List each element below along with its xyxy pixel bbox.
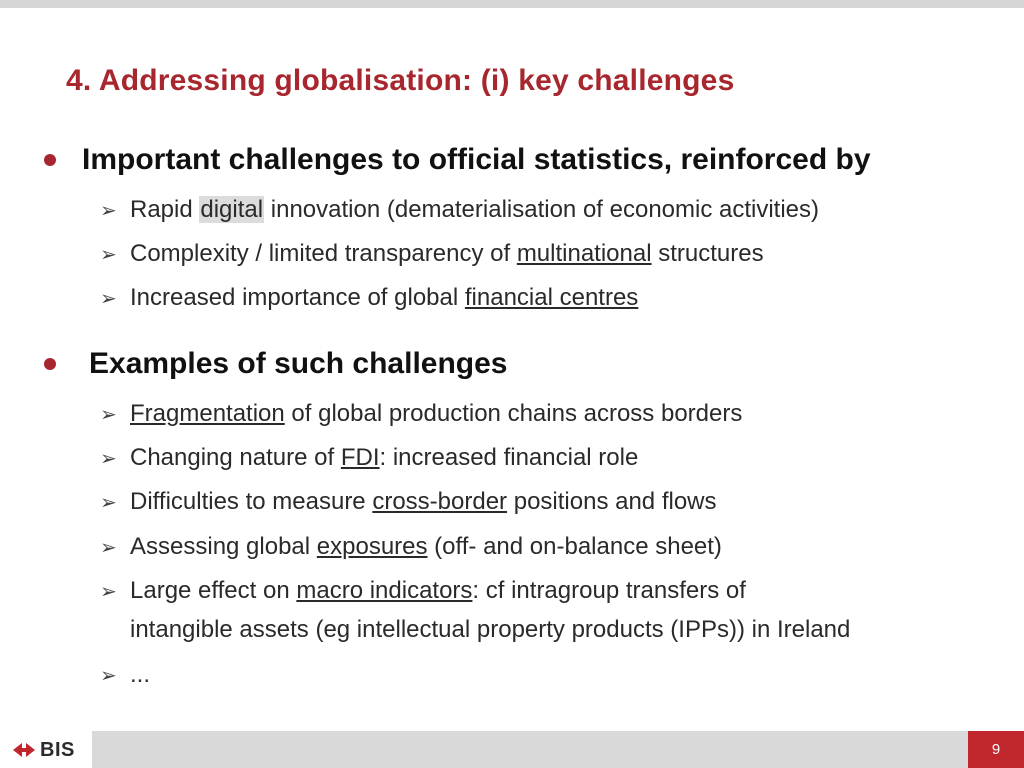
- slide-title: 4. Addressing globalisation: (i) key challenges: [66, 64, 735, 97]
- arrow-bullet-icon: ➢: [100, 581, 117, 603]
- sub-item-fdi: [100, 439, 638, 478]
- underlined-term: Fragmentation: [130, 400, 285, 427]
- text: innovation (dematerialisation of economic activities): [264, 196, 820, 223]
- logo-text: BIS: [40, 738, 75, 761]
- bullet-dot-icon: [44, 154, 56, 166]
- sub-item-macro-indicators: [100, 572, 850, 649]
- text: structures: [651, 240, 764, 267]
- sub-item-financial-centres: [100, 279, 638, 318]
- sub-item-ellipsis: [100, 656, 150, 695]
- text: Changing nature of: [130, 444, 341, 471]
- text: of global production chains across borders: [284, 400, 743, 427]
- text: : cf intragroup transfers of: [472, 577, 746, 604]
- text: (off- and on-balance sheet): [427, 533, 722, 560]
- arrow-bullet-icon: ➢: [100, 288, 117, 310]
- bis-logo-icon: [13, 741, 35, 759]
- sub-item-exposures: [100, 528, 722, 567]
- underlined-term: FDI: [340, 444, 380, 471]
- text: Difficulties to measure: [130, 488, 373, 515]
- sub-item-cross-border: [100, 483, 717, 522]
- underlined-term: exposures: [316, 533, 428, 560]
- text: ...: [130, 661, 151, 688]
- arrow-bullet-icon: ➢: [100, 448, 117, 470]
- bullet-dot-icon: [44, 358, 56, 370]
- page-number: 9: [968, 731, 1024, 768]
- footer-bar: [92, 731, 968, 768]
- arrow-bullet-icon: ➢: [100, 244, 117, 266]
- bullet-heading-1: [44, 143, 871, 177]
- bis-logo: [13, 737, 75, 763]
- underlined-term: cross-border: [372, 488, 508, 515]
- top-band: [0, 0, 1024, 8]
- highlight-digital: digital: [200, 196, 264, 223]
- continuation-line: intangible assets (eg intellectual property products (IPPs)) in Ireland: [130, 616, 851, 643]
- text: positions and flows: [507, 488, 717, 515]
- bullet-heading-2: [44, 347, 508, 381]
- sub-item-multinational: [100, 235, 764, 274]
- text: : increased financial role: [379, 444, 639, 471]
- text: Rapid: [130, 196, 200, 223]
- bullet-heading-text: Examples of such challenges: [89, 347, 508, 380]
- sub-item-fragmentation: [100, 395, 742, 434]
- text: Large effect on: [130, 577, 297, 604]
- bullet-heading-text: Important challenges to official statistics, reinforced by: [82, 143, 871, 176]
- arrow-bullet-icon: ➢: [100, 492, 117, 514]
- underlined-term: financial centres: [464, 284, 639, 311]
- text: Assessing global: [130, 533, 317, 560]
- arrow-bullet-icon: ➢: [100, 537, 117, 559]
- sub-item-digital: [100, 191, 819, 230]
- underlined-term: macro indicators: [296, 577, 473, 604]
- arrow-bullet-icon: ➢: [100, 665, 117, 687]
- text: Increased importance of global: [130, 284, 465, 311]
- underlined-term: multinational: [516, 240, 652, 267]
- arrow-bullet-icon: ➢: [100, 200, 117, 222]
- arrow-bullet-icon: ➢: [100, 404, 117, 426]
- text: Complexity / limited transparency of: [130, 240, 517, 267]
